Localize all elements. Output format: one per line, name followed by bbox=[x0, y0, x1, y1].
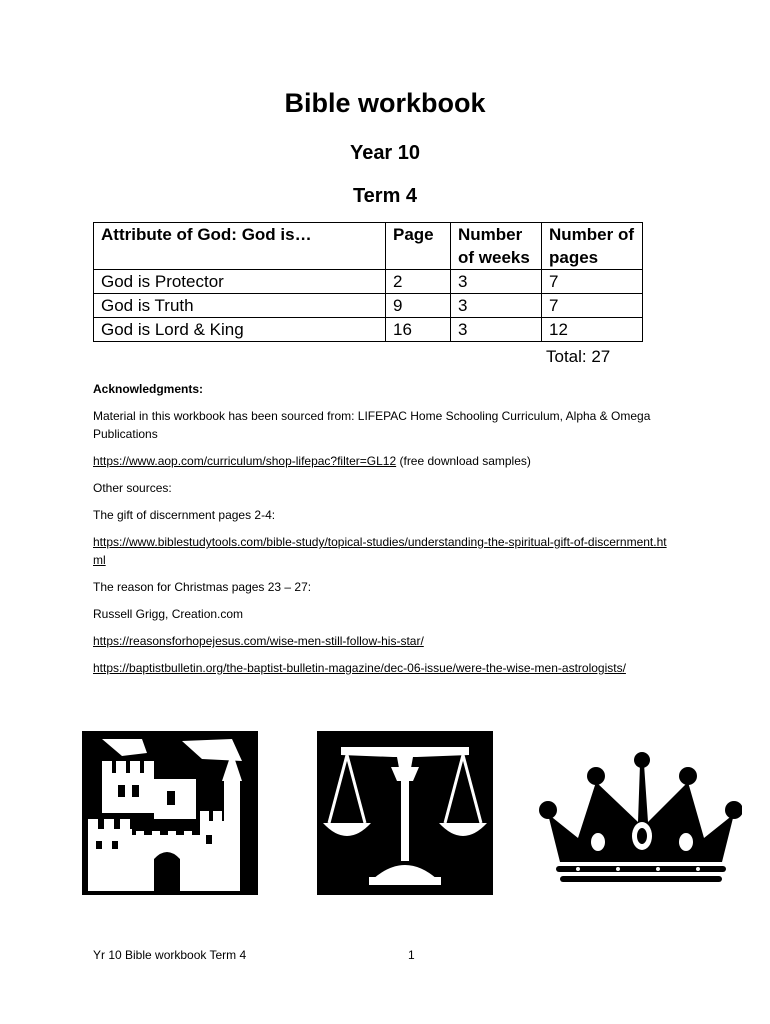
cell-attribute: God is Lord & King bbox=[94, 318, 386, 342]
table-row bbox=[94, 318, 643, 342]
cell-attribute: God is Protector bbox=[94, 270, 386, 294]
acknowledgments-heading: Acknowledgments: bbox=[93, 382, 204, 396]
other-sources-label: Other sources: bbox=[93, 481, 172, 495]
scales-of-justice-icon bbox=[317, 731, 493, 895]
discernment-source bbox=[93, 533, 673, 569]
table-row bbox=[94, 270, 643, 294]
cell-page: 9 bbox=[386, 294, 451, 318]
attributes-table bbox=[93, 222, 643, 342]
baptist-source bbox=[93, 659, 673, 677]
header-pages: Number of pages bbox=[542, 223, 643, 270]
aop-source bbox=[93, 452, 673, 470]
christmas-label: The reason for Christmas pages 23 – 27: bbox=[93, 580, 312, 594]
year-heading: Year 10 bbox=[349, 142, 421, 164]
cell-page: 2 bbox=[386, 270, 451, 294]
cell-weeks: 3 bbox=[451, 270, 542, 294]
cell-attribute: God is Truth bbox=[94, 294, 386, 318]
wisemen-source bbox=[93, 632, 673, 650]
header-weeks: Number of weeks bbox=[451, 223, 542, 270]
cell-pages: 7 bbox=[542, 270, 643, 294]
cell-page: 16 bbox=[386, 318, 451, 342]
discernment-label: The gift of discernment pages 2-4: bbox=[93, 508, 276, 522]
table-header-row bbox=[94, 223, 643, 270]
christmas-author: Russell Grigg, Creation.com bbox=[93, 607, 244, 621]
castle-icon bbox=[82, 731, 258, 895]
page-number: 1 bbox=[408, 948, 415, 962]
cell-weeks: 3 bbox=[451, 318, 542, 342]
material-source: Material in this workbook has been sourced from: LIFEPAC Home Schooling Curriculum, Alpha & Omega Publications bbox=[93, 409, 651, 441]
term-heading: Term 4 bbox=[352, 185, 418, 207]
cell-weeks: 3 bbox=[451, 294, 542, 318]
table-row bbox=[94, 294, 643, 318]
aop-link[interactable]: https://www.aop.com/curriculum/shop-lifepac?filter=GL12 bbox=[93, 454, 397, 468]
footer-title: Yr 10 Bible workbook Term 4 bbox=[93, 948, 247, 962]
wisemen-link[interactable]: https://reasonsforhopejesus.com/wise-men-still-follow-his-star/ bbox=[93, 634, 424, 648]
total-pages: Total: 27 bbox=[546, 347, 611, 366]
header-page: Page bbox=[386, 223, 451, 270]
header-attribute: Attribute of God: God is… bbox=[94, 223, 386, 270]
baptist-link[interactable]: https://baptistbulletin.org/the-baptist-bulletin-magazine/dec-06-issue/were-the-wise-men-astrologists/ bbox=[93, 661, 626, 675]
acknowledgments-section bbox=[93, 380, 673, 686]
cell-pages: 7 bbox=[542, 294, 643, 318]
page-title: Bible workbook bbox=[284, 88, 486, 118]
cell-pages: 12 bbox=[542, 318, 643, 342]
aop-note: (free download samples) bbox=[399, 454, 531, 468]
crown-icon bbox=[538, 752, 742, 888]
discernment-link[interactable]: https://www.biblestudytools.com/bible-study/topical-studies/understanding-the-spiritual-gift-of-discernment.html bbox=[93, 535, 667, 567]
